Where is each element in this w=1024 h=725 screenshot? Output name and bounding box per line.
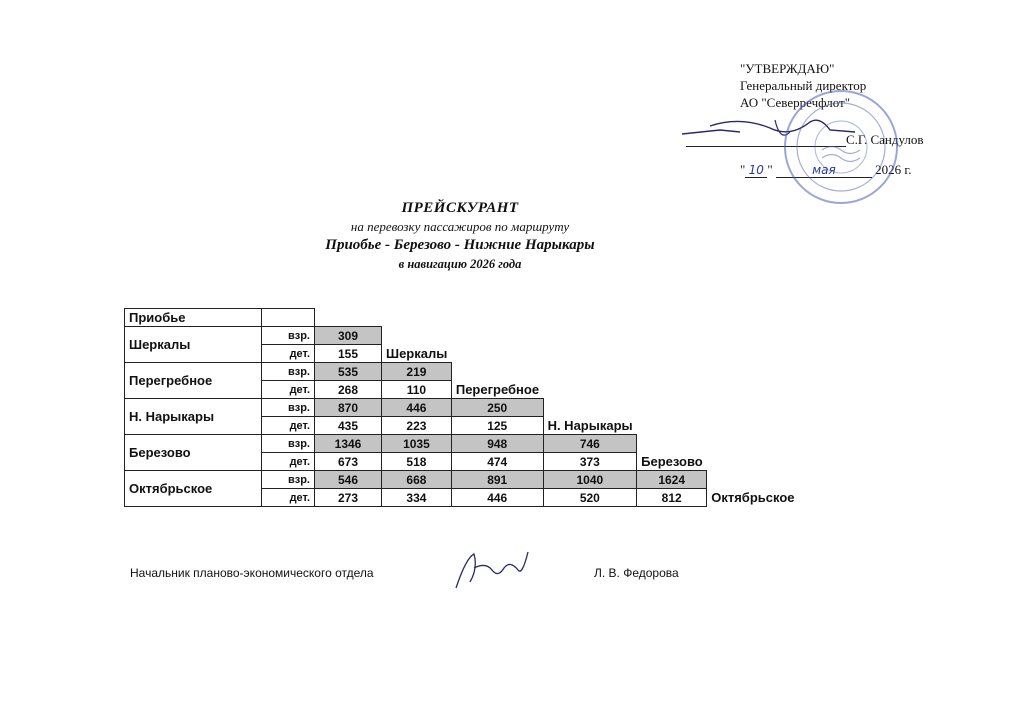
fare-cell: 948 [451,435,543,453]
station-diagonal-label: Перегребное [455,381,540,397]
station-cell: Приобье [125,309,262,327]
table-row [125,399,799,417]
fare-cell: 1624 [637,471,707,489]
fare-cell: 891 [451,471,543,489]
document-title [300,200,620,272]
type-cell-child: дет. [262,345,315,363]
type-cell-adult: взр. [262,399,315,417]
fare-cell: 812 [637,489,707,507]
date-month: мая [776,163,872,178]
title-route: Приобье - Березово - Нижние Нарыкары [325,237,595,253]
station-cell: Перегребное [125,363,262,399]
table-row [125,363,799,381]
fare-cell: 535 [315,363,382,381]
type-cell-adult: взр. [262,327,315,345]
fare-cell: 334 [382,489,452,507]
fare-cell: 309 [315,327,382,345]
table-row [125,471,799,489]
approval-heading: "УТВЕРЖДАЮ" [740,61,835,76]
fare-cell: 546 [315,471,382,489]
station-diagonal-label: Шеркалы [386,345,448,361]
fare-cell: 250 [451,399,543,417]
fare-cell: 518 [382,453,452,471]
station-diagonal-label: Октябрьское [711,490,795,505]
date-quote-open: " [740,162,746,177]
fare-cell: 1040 [543,471,637,489]
fare-cell: 746 [543,435,637,453]
title-main: ПРЕЙСКУРАНТ [401,200,519,216]
date-year: 2026 г. [875,162,912,177]
fare-table [124,308,799,507]
date-day: 10 [745,163,767,178]
approval-position: Генеральный директор [740,78,867,93]
fare-cell: 870 [315,399,382,417]
approval-company: АО "Северречфлот" [740,95,851,110]
fare-cell: 273 [315,489,382,507]
fare-cell: 474 [451,453,543,471]
type-cell-child: дет. [262,453,315,471]
fare-cell: 125 [451,417,543,435]
footer-name: Л. В. Федорова [594,566,679,580]
station-cell: Октябрьское [125,471,262,507]
fare-cell: 268 [315,381,382,399]
fare-cell: 1035 [382,435,452,453]
type-cell-adult: взр. [262,471,315,489]
fare-cell: 155 [315,345,382,363]
fare-cell: 446 [451,489,543,507]
fare-cell: 520 [543,489,637,507]
empty-cell [262,309,315,327]
fare-cell: 219 [382,363,452,381]
title-sub: на перевозку пассажиров по маршруту [350,219,570,234]
date-quote-close: " [767,162,773,177]
table-row [125,435,799,453]
fare-cell: 373 [543,453,637,471]
type-cell-child: дет. [262,417,315,435]
company-seal-stamp [782,88,900,206]
signer-name: С.Г. Сандулов [846,132,924,147]
type-cell-adult: взр. [262,435,315,453]
fare-cell: 668 [382,471,452,489]
station-cell: Шеркалы [125,327,262,363]
table-row [125,309,799,327]
station-diagonal-label: Березово [641,453,703,469]
type-cell-child: дет. [262,489,315,507]
fare-cell: 435 [315,417,382,435]
station-cell: Н. Нарыкары [125,399,262,435]
economist-signature [452,548,532,594]
station-diagonal-label: Н. Нарыкары [547,417,633,433]
fare-cell: 223 [382,417,452,435]
fare-cell: 446 [382,399,452,417]
fare-cell: 673 [315,453,382,471]
type-cell-adult: взр. [262,363,315,381]
fare-cell: 110 [382,381,452,399]
fare-cell: 1346 [315,435,382,453]
title-season: в навигацию 2026 года [398,257,522,271]
footer-position: Начальник планово-экономического отдела [130,566,374,580]
table-row [125,327,799,345]
station-cell: Березово [125,435,262,471]
type-cell-child: дет. [262,381,315,399]
